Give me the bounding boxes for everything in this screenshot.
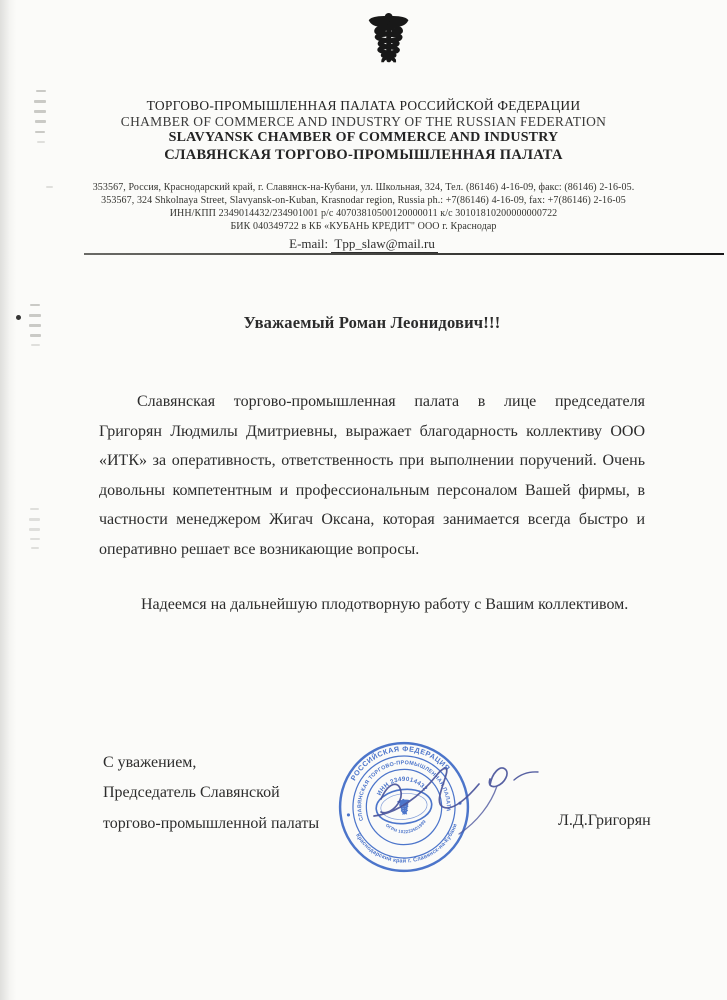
body-line: Григорян Людмилы Дмитриевны, выражает благодарность коллективу ООО bbox=[99, 422, 645, 440]
stamp-caduceus-icon: ☤ bbox=[396, 795, 413, 820]
scan-artifact bbox=[30, 538, 40, 540]
scan-artifact bbox=[31, 344, 40, 346]
org-name-en-bold: SLAVYANSK CHAMBER OF COMMERCE AND INDUSTRY bbox=[168, 130, 559, 145]
email-label: E-mail: bbox=[289, 236, 329, 251]
stamp-outer-top-text: РОССИЙСКАЯ ФЕДЕРАЦИЯ bbox=[348, 744, 453, 783]
scan-artifact bbox=[30, 508, 39, 510]
requisites-inn: ИНН/КПП 2349014432/234901001 р/с 40703810500120000011 к/с 30101810200000000722 bbox=[169, 208, 558, 219]
signature-block bbox=[103, 748, 319, 839]
email-address: Tpp_slaw@mail.ru bbox=[331, 236, 437, 253]
scan-artifact bbox=[30, 304, 40, 306]
scan-artifact bbox=[36, 90, 46, 92]
email-line bbox=[0, 236, 727, 252]
stamp-outer-bottom-text: Краснодарский край г. Славянск-на-Кубани bbox=[354, 822, 459, 865]
closing-paragraph: Надеемся на дальнейшую плодотворную работу с Вашим коллективом. bbox=[141, 596, 629, 613]
address-en: 353567, 324 Shkolnaya Street, Slavyansk-on-Kuban, Krasnodar region, Russia ph.: +7(86146) 4-16-09, fax: +7(86146) 2-16-05 bbox=[101, 195, 626, 206]
stamp-middle-text: СЛАВЯНСКАЯ ТОРГОВО-ПРОМЫШЛЕННАЯ ПАЛАТА bbox=[357, 760, 451, 822]
signature-stroke bbox=[514, 772, 538, 780]
scan-artifact bbox=[29, 528, 40, 531]
signature-stroke bbox=[374, 768, 479, 816]
handwritten-signature bbox=[350, 735, 565, 860]
scan-artifact bbox=[29, 314, 41, 317]
requisites-bik: БИК 040349722 в КБ «КУБАНЬ КРЕДИТ" ООО г. Краснодар bbox=[230, 221, 497, 232]
scan-artifact bbox=[31, 547, 39, 549]
caduceus-logo-icon: ☤ bbox=[367, 3, 410, 77]
body-line: частности менеджером Жигач Оксана, которая занимается всегда быстро и bbox=[99, 511, 645, 529]
letterhead-divider bbox=[84, 253, 724, 255]
scan-artifact bbox=[16, 315, 21, 320]
org-name-ru-bold: СЛАВЯНСКАЯ ТОРГОВО-ПРОМЫШЛЕННАЯ ПАЛАТА bbox=[164, 147, 563, 163]
salutation: Уважаемый Роман Леонидович!!! bbox=[243, 313, 501, 332]
closing-title-1: Председатель Славянской bbox=[103, 784, 280, 802]
body-line: Славянская торгово-промышленная палата в лице председателя bbox=[137, 393, 645, 410]
stamp-inn-text: ИНН 2349014432 bbox=[375, 775, 429, 797]
scan-artifact bbox=[29, 324, 41, 327]
body-line: «ИТК» за оперативность, ответственность при выполнении поручений. Очень bbox=[99, 452, 645, 470]
closing-regards: С уважением, bbox=[103, 754, 197, 771]
org-name-en: CHAMBER OF COMMERCE AND INDUSTRY OF THE RUSSIAN FEDERATION bbox=[120, 114, 607, 129]
closing-title-2: торгово-промышленной палаты bbox=[103, 814, 320, 832]
signer-name: Л.Д.Григорян bbox=[558, 812, 651, 829]
org-name-ru: ТОРГОВО-ПРОМЫШЛЕННАЯ ПАЛАТА РОССИЙСКОЙ ФЕДЕРАЦИИ bbox=[146, 98, 581, 113]
body-paragraph bbox=[99, 387, 645, 565]
stamp-ogrn-text: ОГРН 102233501999 bbox=[384, 818, 427, 835]
body-line: довольны компетентным и профессиональным персоналом Вашей фирмы, в bbox=[99, 481, 645, 499]
signature-stroke bbox=[459, 786, 497, 834]
scan-artifact bbox=[30, 334, 41, 337]
scan-artifact bbox=[29, 518, 40, 521]
address-ru: 353567, Россия, Краснодарский край, г. Славянск-на-Кубани, ул. Школьная, 324, Тел. (86146) 4-16-09, факс: (86146) 2-16-05. bbox=[92, 182, 635, 193]
signature-stroke bbox=[489, 768, 507, 787]
body-line: оперативно решает все возникающие вопросы. bbox=[99, 540, 420, 558]
